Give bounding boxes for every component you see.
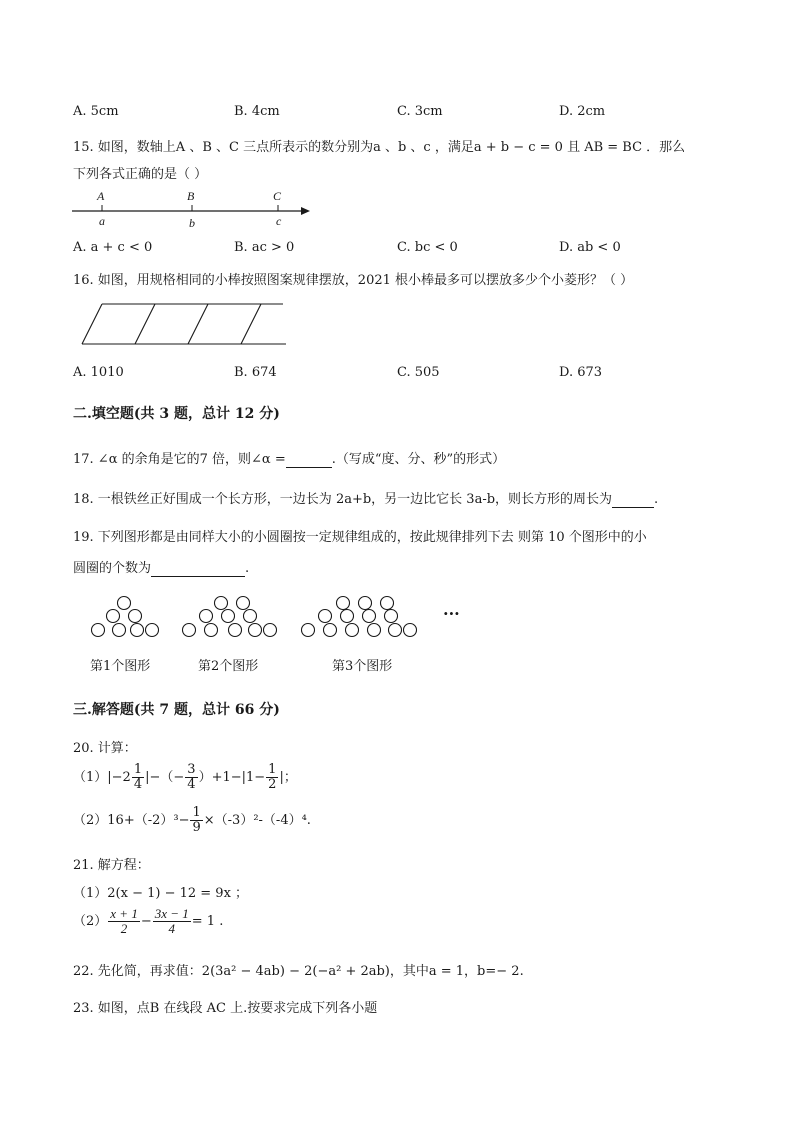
- q18: [73, 488, 658, 508]
- small-circle: [92, 624, 105, 637]
- q20-p1-text-e: |；: [279, 770, 297, 785]
- fraction-1-9: $\frac{1}{9}$: [192, 805, 201, 835]
- small-circle: [200, 610, 213, 623]
- small-circle: [363, 610, 376, 623]
- mixed-fraction-1-4: $\frac{1}{4}$: [133, 762, 143, 792]
- q20-p1-text-c: ）+1−|1−: [198, 770, 266, 785]
- q21-part2: [73, 907, 223, 936]
- small-circle: [389, 624, 402, 637]
- small-circle: [404, 624, 417, 637]
- small-circle: [368, 624, 381, 637]
- q15-text-line1: 15. 如图，数轴上A 、B 、C 三点所表示的数分别为a 、b 、c ，满足a + b − c = 0 且 AB = BC ．那么: [73, 140, 686, 155]
- q16-option-b: B. 674: [234, 365, 277, 380]
- q20-part2: [73, 806, 311, 835]
- caption-figure-1: 第1个图形: [90, 659, 151, 674]
- fraction-x-plus-1-over-2: $\frac{x + 1}{2}$: [110, 906, 138, 936]
- point-label-a-upper: A: [97, 189, 105, 203]
- small-circle: [346, 624, 359, 637]
- q14-option-a: A. 5cm: [73, 104, 119, 119]
- small-circle: [324, 624, 337, 637]
- value-label-a: a: [99, 214, 105, 228]
- small-circle: [337, 597, 350, 610]
- small-circle: [237, 597, 250, 610]
- q15-option-c: C. bc < 0: [397, 240, 458, 255]
- point-label-c-upper: C: [273, 189, 282, 203]
- caption-figure-3: 第3个图形: [332, 659, 393, 674]
- q20-p1-text-a: （1）|−2: [73, 770, 131, 785]
- q16-option-a: A. 1010: [73, 365, 124, 380]
- q23-text: 23. 如图，点B 在线段 AC 上.按要求完成下列各小题: [73, 1001, 378, 1016]
- q21-part1: （1）2(x − 1) − 12 = 9x ；: [73, 886, 249, 901]
- q19-text-line2: 圆圈的个数为: [73, 561, 152, 576]
- q20-p1-text-b: |−（−: [145, 770, 185, 785]
- small-circle: [222, 610, 235, 623]
- small-circle: [118, 597, 131, 610]
- q22-text: 22. 先化简，再求值：2(3a² − 4ab) − 2(−a² + 2ab)，其中a = 1，b=− 2.: [73, 964, 524, 979]
- pattern-figure-3: [302, 597, 417, 637]
- q16-option-d: D. 673: [559, 365, 603, 380]
- q21-title: 21. 解方程：: [73, 858, 150, 873]
- small-circle: [249, 624, 262, 637]
- fraction-3x-minus-1-over-4: $\frac{3x - 1}{4}$: [154, 906, 189, 936]
- q21-p2-text-b: = 1 .: [191, 914, 224, 929]
- rhombus-side-3: [188, 304, 208, 344]
- q15-option-b: B. ac > 0: [234, 240, 295, 255]
- q19-text-tail: .: [245, 561, 250, 576]
- small-circle: [385, 610, 398, 623]
- q17-answer-blank[interactable]: [286, 452, 332, 468]
- value-label-c: c: [276, 214, 282, 228]
- small-circle: [113, 624, 126, 637]
- q14-option-c: C. 3cm: [397, 104, 443, 119]
- q20-title: 20. 计算：: [73, 741, 137, 756]
- rhombus-figure: [80, 300, 292, 350]
- small-circle: [215, 597, 228, 610]
- circle-pattern-figure: [84, 592, 484, 642]
- q18-text-tail: .: [654, 492, 659, 507]
- small-circle: [244, 610, 257, 623]
- q19-answer-blank[interactable]: [151, 561, 245, 577]
- small-circle: [359, 597, 372, 610]
- q19-text-line1: 19. 下列图形都是由同样大小的小圆圈按一定规律组成的，按此规律排列下去 则第 10 个图形中的小: [73, 530, 647, 545]
- q17-text-tail: .（写成“度、分、秒”的形式）: [331, 452, 506, 467]
- number-line-figure: [70, 186, 320, 230]
- pattern-figure-2: [183, 597, 277, 637]
- section-heading-solve: 三.解答题(共 7 题，总计 66 分): [73, 702, 280, 718]
- q14-option-b: B. 4cm: [234, 104, 280, 119]
- q14-option-d: D. 2cm: [559, 104, 606, 119]
- q18-text: 18. 一根铁丝正好围成一个长方形，一边长为 2a+b，另一边比它长 3a-b，则长方形的周长为: [73, 492, 613, 507]
- rhombus-side-1: [82, 304, 102, 344]
- section-heading-fill-in: 二.填空题(共 3 题，总计 12 分): [73, 406, 280, 422]
- q16-option-c: C. 505: [397, 365, 440, 380]
- rhombus-side-4: [241, 304, 261, 344]
- pattern-figure-1: [92, 597, 159, 637]
- fraction-1-2: $\frac{1}{2}$: [268, 762, 277, 792]
- small-circle: [229, 624, 242, 637]
- q18-answer-blank[interactable]: [612, 492, 654, 508]
- caption-figure-2: 第2个图形: [198, 659, 259, 674]
- number-line-arrow: [301, 207, 310, 215]
- q20-part1: [73, 763, 297, 792]
- fraction-3-4: $\frac{3}{4}$: [187, 762, 196, 792]
- q21-p2-minus: −: [140, 914, 152, 929]
- small-circle: [107, 610, 120, 623]
- q20-p2-text-b: ×（-3）²-（-4）⁴.: [203, 813, 311, 828]
- small-circle: [129, 610, 142, 623]
- small-circle: [302, 624, 315, 637]
- small-circle: [183, 624, 196, 637]
- point-label-b-upper: B: [187, 189, 195, 203]
- small-circle: [264, 624, 277, 637]
- small-circle: [205, 624, 218, 637]
- q15-option-d: D. ab < 0: [559, 240, 621, 255]
- q17: [73, 448, 505, 468]
- rhombus-side-2: [135, 304, 155, 344]
- q15-option-a: A. a + c < 0: [73, 240, 153, 255]
- q21-p2-text-a: （2）: [73, 914, 108, 929]
- ellipsis: ···: [443, 604, 460, 623]
- q19-line2: [73, 557, 249, 577]
- small-circle: [341, 610, 354, 623]
- small-circle: [381, 597, 394, 610]
- q15-text-line2: 下列各式正确的是（ ）: [73, 167, 208, 182]
- small-circle: [146, 624, 159, 637]
- value-label-b: b: [189, 216, 195, 230]
- q16-text: 16. 如图，用规格相同的小棒按照图案规律摆放，2021 根小棒最多可以摆放多少个小菱形？（ ）: [73, 273, 634, 288]
- small-circle: [319, 610, 332, 623]
- q20-p2-text-a: （2）16+（-2）³−: [73, 813, 190, 828]
- small-circle: [131, 624, 144, 637]
- q17-text: 17. ∠α 的余角是它的7 倍，则∠α =: [73, 452, 286, 467]
